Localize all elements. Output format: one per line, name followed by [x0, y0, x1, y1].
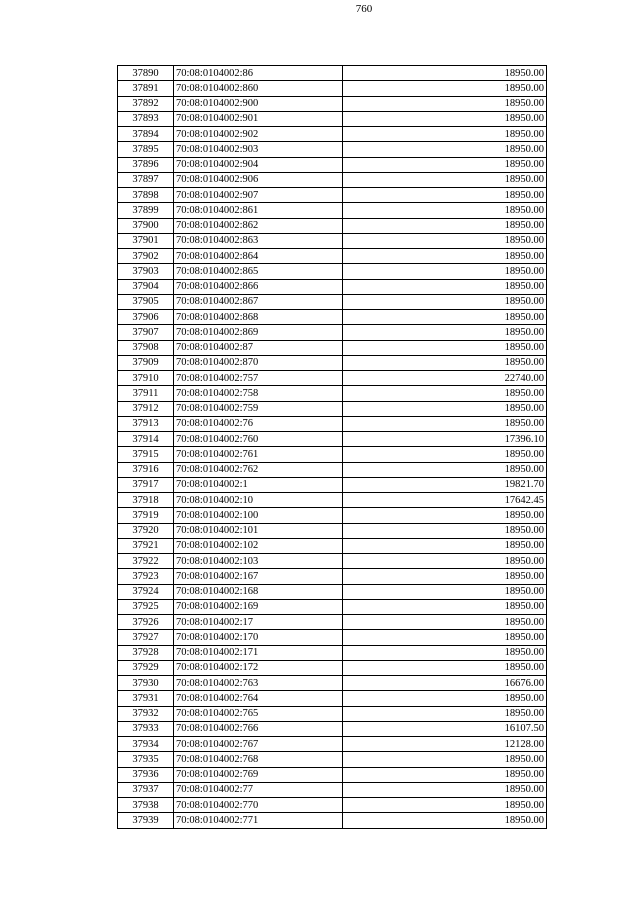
cadastral-value-cell: 18950.00 — [343, 386, 547, 401]
row-number-cell: 37920 — [118, 523, 174, 538]
row-number-cell: 37911 — [118, 386, 174, 401]
row-number-cell: 37922 — [118, 554, 174, 569]
cadastral-number-cell: 70:08:0104002:17 — [174, 615, 343, 630]
cadastral-value-cell: 18950.00 — [343, 538, 547, 553]
cadastral-number-cell: 70:08:0104002:1 — [174, 477, 343, 492]
cadastral-number-cell: 70:08:0104002:170 — [174, 630, 343, 645]
cadastral-value-cell: 18950.00 — [343, 203, 547, 218]
cadastral-number-cell: 70:08:0104002:763 — [174, 676, 343, 691]
row-number-cell: 37937 — [118, 782, 174, 797]
cadastral-number-cell: 70:08:0104002:77 — [174, 782, 343, 797]
cadastral-number-cell: 70:08:0104002:866 — [174, 279, 343, 294]
table-row — [118, 401, 547, 416]
table-row — [118, 294, 547, 309]
cadastral-number-cell: 70:08:0104002:171 — [174, 645, 343, 660]
row-number-cell: 37904 — [118, 279, 174, 294]
cadastral-number-cell: 70:08:0104002:767 — [174, 737, 343, 752]
row-number-cell: 37935 — [118, 752, 174, 767]
row-number-cell: 37898 — [118, 188, 174, 203]
table-row — [118, 157, 547, 172]
row-number-cell: 37929 — [118, 660, 174, 675]
table-row — [118, 813, 547, 828]
row-number-cell: 37892 — [118, 96, 174, 111]
cadastral-value-cell: 18950.00 — [343, 172, 547, 187]
table-row — [118, 218, 547, 233]
table-body — [118, 66, 547, 829]
table-row — [118, 325, 547, 340]
table-row — [118, 310, 547, 325]
row-number-cell: 37915 — [118, 447, 174, 462]
row-number-cell: 37913 — [118, 416, 174, 431]
cadastral-value-cell: 12128.00 — [343, 737, 547, 752]
table-row — [118, 569, 547, 584]
table-row — [118, 508, 547, 523]
table-row — [118, 249, 547, 264]
row-number-cell: 37900 — [118, 218, 174, 233]
table-row — [118, 615, 547, 630]
table-row — [118, 447, 547, 462]
cadastral-value-cell: 18950.00 — [343, 752, 547, 767]
table-row — [118, 782, 547, 797]
table-row — [118, 355, 547, 370]
table-row — [118, 81, 547, 96]
table-row — [118, 599, 547, 614]
cadastral-number-cell: 70:08:0104002:771 — [174, 813, 343, 828]
cadastral-number-cell: 70:08:0104002:870 — [174, 355, 343, 370]
cadastral-number-cell: 70:08:0104002:761 — [174, 447, 343, 462]
cadastral-value-cell: 18950.00 — [343, 188, 547, 203]
cadastral-value-cell: 18950.00 — [343, 66, 547, 81]
cadastral-number-cell: 70:08:0104002:100 — [174, 508, 343, 523]
cadastral-number-cell: 70:08:0104002:762 — [174, 462, 343, 477]
table-row — [118, 660, 547, 675]
cadastral-value-cell: 18950.00 — [343, 310, 547, 325]
table-row — [118, 96, 547, 111]
row-number-cell: 37899 — [118, 203, 174, 218]
table-row — [118, 127, 547, 142]
cadastral-number-cell: 70:08:0104002:760 — [174, 432, 343, 447]
row-number-cell: 37891 — [118, 81, 174, 96]
cadastral-value-cell: 18950.00 — [343, 584, 547, 599]
cadastral-number-cell: 70:08:0104002:864 — [174, 249, 343, 264]
cadastral-number-cell: 70:08:0104002:867 — [174, 294, 343, 309]
cadastral-number-cell: 70:08:0104002:868 — [174, 310, 343, 325]
row-number-cell: 37890 — [118, 66, 174, 81]
cadastral-number-cell: 70:08:0104002:906 — [174, 172, 343, 187]
cadastral-value-cell: 18950.00 — [343, 798, 547, 813]
row-number-cell: 37909 — [118, 355, 174, 370]
cadastral-number-cell: 70:08:0104002:10 — [174, 493, 343, 508]
row-number-cell: 37926 — [118, 615, 174, 630]
table-row — [118, 630, 547, 645]
row-number-cell: 37938 — [118, 798, 174, 813]
row-number-cell: 37939 — [118, 813, 174, 828]
row-number-cell: 37924 — [118, 584, 174, 599]
cadastral-value-cell: 22740.00 — [343, 371, 547, 386]
row-number-cell: 37894 — [118, 127, 174, 142]
cadastral-number-cell: 70:08:0104002:169 — [174, 599, 343, 614]
row-number-cell: 37925 — [118, 599, 174, 614]
table-row — [118, 416, 547, 431]
cadastral-value-cell: 18950.00 — [343, 294, 547, 309]
table-row — [118, 142, 547, 157]
cadastral-value-cell: 18950.00 — [343, 249, 547, 264]
row-number-cell: 37927 — [118, 630, 174, 645]
cadastral-value-cell: 18950.00 — [343, 157, 547, 172]
table-row — [118, 538, 547, 553]
cadastral-value-cell: 18950.00 — [343, 325, 547, 340]
row-number-cell: 37907 — [118, 325, 174, 340]
cadastral-value-cell: 18950.00 — [343, 416, 547, 431]
cadastral-value-cell: 18950.00 — [343, 96, 547, 111]
cadastral-value-cell: 18950.00 — [343, 569, 547, 584]
table-row — [118, 477, 547, 492]
table-row — [118, 737, 547, 752]
cadastral-value-cell: 18950.00 — [343, 523, 547, 538]
cadastral-number-cell: 70:08:0104002:904 — [174, 157, 343, 172]
row-number-cell: 37905 — [118, 294, 174, 309]
cadastral-value-cell: 18950.00 — [343, 340, 547, 355]
cadastral-number-cell: 70:08:0104002:764 — [174, 691, 343, 706]
cadastral-number-cell: 70:08:0104002:863 — [174, 233, 343, 248]
cadastral-value-cell: 18950.00 — [343, 554, 547, 569]
cadastral-value-cell: 18950.00 — [343, 599, 547, 614]
table-row — [118, 584, 547, 599]
cadastral-value-cell: 18950.00 — [343, 218, 547, 233]
row-number-cell: 37916 — [118, 462, 174, 477]
cadastral-number-cell: 70:08:0104002:76 — [174, 416, 343, 431]
table-row — [118, 523, 547, 538]
cadastral-number-cell: 70:08:0104002:901 — [174, 111, 343, 126]
table-row — [118, 371, 547, 386]
cadastral-value-cell: 18950.00 — [343, 233, 547, 248]
table-row — [118, 752, 547, 767]
table-row — [118, 203, 547, 218]
table-row — [118, 691, 547, 706]
cadastral-number-cell: 70:08:0104002:87 — [174, 340, 343, 355]
cadastral-number-cell: 70:08:0104002:759 — [174, 401, 343, 416]
table-row — [118, 493, 547, 508]
row-number-cell: 37923 — [118, 569, 174, 584]
table-row — [118, 798, 547, 813]
row-number-cell: 37919 — [118, 508, 174, 523]
cadastral-value-cell: 17396.10 — [343, 432, 547, 447]
cadastral-value-cell: 18950.00 — [343, 279, 547, 294]
cadastral-value-cell: 19821.70 — [343, 477, 547, 492]
cadastral-number-cell: 70:08:0104002:758 — [174, 386, 343, 401]
cadastral-number-cell: 70:08:0104002:86 — [174, 66, 343, 81]
cadastral-number-cell: 70:08:0104002:103 — [174, 554, 343, 569]
table-row — [118, 188, 547, 203]
table-row — [118, 645, 547, 660]
cadastral-number-cell: 70:08:0104002:168 — [174, 584, 343, 599]
row-number-cell: 37906 — [118, 310, 174, 325]
cadastral-number-cell: 70:08:0104002:766 — [174, 721, 343, 736]
cadastral-value-cell: 18950.00 — [343, 630, 547, 645]
row-number-cell: 37896 — [118, 157, 174, 172]
cadastral-number-cell: 70:08:0104002:167 — [174, 569, 343, 584]
cadastral-number-cell: 70:08:0104002:869 — [174, 325, 343, 340]
row-number-cell: 37910 — [118, 371, 174, 386]
cadastral-number-cell: 70:08:0104002:900 — [174, 96, 343, 111]
cadastral-value-cell: 18950.00 — [343, 355, 547, 370]
cadastral-value-cell: 18950.00 — [343, 767, 547, 782]
cadastral-value-cell: 18950.00 — [343, 615, 547, 630]
row-number-cell: 37930 — [118, 676, 174, 691]
cadastral-value-cell: 18950.00 — [343, 142, 547, 157]
cadastral-value-cell: 18950.00 — [343, 447, 547, 462]
row-number-cell: 37895 — [118, 142, 174, 157]
table-row — [118, 111, 547, 126]
cadastral-value-cell: 18950.00 — [343, 660, 547, 675]
table-row — [118, 386, 547, 401]
row-number-cell: 37921 — [118, 538, 174, 553]
table-row — [118, 340, 547, 355]
cadastral-number-cell: 70:08:0104002:770 — [174, 798, 343, 813]
table-row — [118, 264, 547, 279]
row-number-cell: 37917 — [118, 477, 174, 492]
table-row — [118, 172, 547, 187]
cadastral-value-cell: 18950.00 — [343, 111, 547, 126]
row-number-cell: 37914 — [118, 432, 174, 447]
cadastral-number-cell: 70:08:0104002:102 — [174, 538, 343, 553]
cadastral-value-cell: 18950.00 — [343, 127, 547, 142]
cadastral-value-cell: 16107.50 — [343, 721, 547, 736]
cadastral-value-cell: 16676.00 — [343, 676, 547, 691]
row-number-cell: 37902 — [118, 249, 174, 264]
table-row — [118, 721, 547, 736]
row-number-cell: 37912 — [118, 401, 174, 416]
table-row — [118, 66, 547, 81]
cadastral-value-table — [117, 65, 547, 829]
row-number-cell: 37897 — [118, 172, 174, 187]
cadastral-number-cell: 70:08:0104002:902 — [174, 127, 343, 142]
cadastral-value-cell: 18950.00 — [343, 81, 547, 96]
cadastral-value-cell: 18950.00 — [343, 462, 547, 477]
row-number-cell: 37934 — [118, 737, 174, 752]
row-number-cell: 37908 — [118, 340, 174, 355]
table-row — [118, 554, 547, 569]
table-row — [118, 279, 547, 294]
cadastral-number-cell: 70:08:0104002:172 — [174, 660, 343, 675]
cadastral-number-cell: 70:08:0104002:860 — [174, 81, 343, 96]
cadastral-value-cell: 18950.00 — [343, 782, 547, 797]
cadastral-value-cell: 18950.00 — [343, 706, 547, 721]
cadastral-value-cell: 17642.45 — [343, 493, 547, 508]
cadastral-number-cell: 70:08:0104002:903 — [174, 142, 343, 157]
cadastral-number-cell: 70:08:0104002:861 — [174, 203, 343, 218]
cadastral-value-cell: 18950.00 — [343, 264, 547, 279]
cadastral-number-cell: 70:08:0104002:765 — [174, 706, 343, 721]
cadastral-number-cell: 70:08:0104002:865 — [174, 264, 343, 279]
row-number-cell: 37928 — [118, 645, 174, 660]
row-number-cell: 37933 — [118, 721, 174, 736]
row-number-cell: 37903 — [118, 264, 174, 279]
table-row — [118, 432, 547, 447]
cadastral-number-cell: 70:08:0104002:862 — [174, 218, 343, 233]
table-row — [118, 462, 547, 477]
cadastral-value-cell: 18950.00 — [343, 401, 547, 416]
cadastral-number-cell: 70:08:0104002:907 — [174, 188, 343, 203]
table-row — [118, 706, 547, 721]
cadastral-value-cell: 18950.00 — [343, 813, 547, 828]
page-number: 760 — [355, 3, 373, 15]
row-number-cell: 37936 — [118, 767, 174, 782]
cadastral-value-cell: 18950.00 — [343, 645, 547, 660]
cadastral-number-cell: 70:08:0104002:757 — [174, 371, 343, 386]
table-row — [118, 676, 547, 691]
row-number-cell: 37901 — [118, 233, 174, 248]
row-number-cell: 37932 — [118, 706, 174, 721]
row-number-cell: 37931 — [118, 691, 174, 706]
cadastral-number-cell: 70:08:0104002:768 — [174, 752, 343, 767]
cadastral-number-cell: 70:08:0104002:101 — [174, 523, 343, 538]
cadastral-value-cell: 18950.00 — [343, 508, 547, 523]
cadastral-value-cell: 18950.00 — [343, 691, 547, 706]
cadastral-number-cell: 70:08:0104002:769 — [174, 767, 343, 782]
row-number-cell: 37918 — [118, 493, 174, 508]
table-row — [118, 233, 547, 248]
table-row — [118, 767, 547, 782]
row-number-cell: 37893 — [118, 111, 174, 126]
